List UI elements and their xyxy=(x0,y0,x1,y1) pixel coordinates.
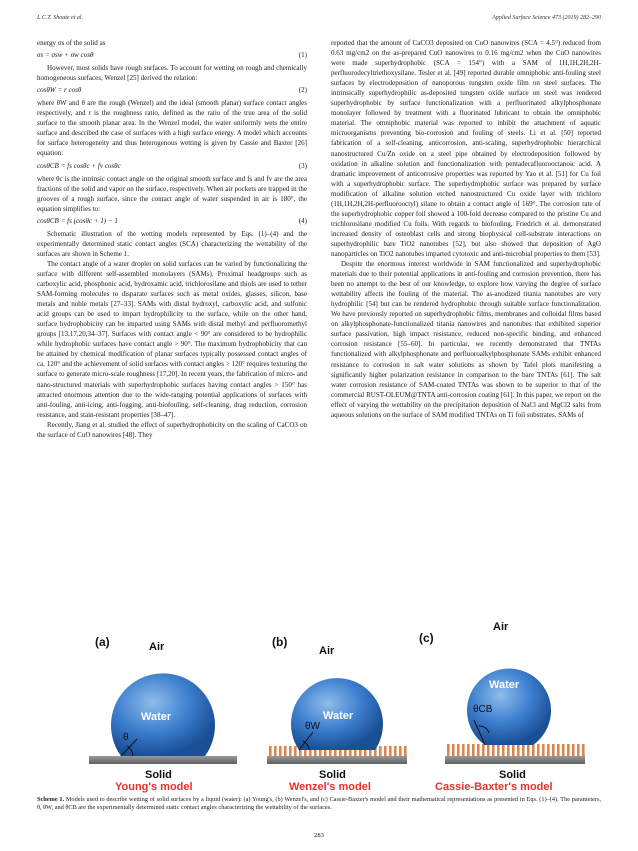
solid-surface xyxy=(445,756,585,764)
equation-1: σs = σsw + σw cosθ (1) xyxy=(37,51,307,60)
surface-pillar xyxy=(477,744,480,756)
surface-pillar xyxy=(562,744,565,756)
surface-pillar xyxy=(289,746,292,756)
paragraph: Schematic illustration of the wetting models represented by Eqs. (1)–(4) and the experimentally determined static contact angles (SCA) characterizing the wettability of the surfaces are shown in Scheme 1. xyxy=(37,229,307,258)
scheme-1-figure xyxy=(37,608,601,793)
contact-angle-label: θ xyxy=(123,732,129,743)
surface-pillar xyxy=(399,746,402,756)
solid-label: Solid xyxy=(499,769,526,781)
surface-pillar xyxy=(577,744,580,756)
surface-pillar xyxy=(552,744,555,756)
caption-text: Models used to describe wetting of solid surfaces by a liquid (water): (a) Young's, (b) Wenzel's, and (c) Cassie-Baxter's model and their mathematical representations as presented in Eqs. (1)–(4). The parameters, θ, θW, and θCB are the experimentally determined static contact angles characterizing the wettability of the surfaces. xyxy=(37,796,602,812)
surface-pillar xyxy=(572,744,575,756)
surface-pillar xyxy=(532,744,535,756)
surface-pillar xyxy=(492,744,495,756)
surface-pillar xyxy=(542,744,545,756)
surface-pillar xyxy=(507,744,510,756)
surface-pillar xyxy=(512,744,515,756)
figure-caption xyxy=(37,796,601,813)
paragraph: Recently, Jiang et al. studied the effect of superhydrophobicity on the scaling of CaCO3 on the surface of CuO nanowires [48]. They xyxy=(37,420,307,439)
surface-pillar xyxy=(389,746,392,756)
equation-4: cosθCB = fs (cosθc + 1) − 1 (4) xyxy=(37,216,307,225)
surface-pillar xyxy=(502,744,505,756)
paragraph: The contact angle of a water droplet on solid surfaces can be varied by functionalizing the surface with different self-assembled monolayers (SAMs). Proximal headgroups such as carboxylic acid, phosphonic acid, hydroxamic acid, trichlorosilane and thiols are used to tether SAM-forming molecules to disparate surfaces such as metal oxides, glasses, silicon, base metals and noble metals [27–33]. SAMs with distal hydroxyl, carboxylic acid, and sulfonic acid groups can be used to impart hydrophilicity to the surface, while on the other hand, surface hydrophobicity can be imparted using SAMs with distal methyl and perfluoromethyl groups [13,17,20,34–37]. Surfaces with contact angle < 90° are considered to be hydrophilic while hydrophobic surfaces have contact angle > 90°. The maximum hydrophobicity that can be attained by chemical modification of planar surfaces typically possessed contact angles of ca. 120° and the achievement of solid surfaces with contact angles > 120° requires texturing the surface to generate micro-scale roughness [17,20]. In recent years, the fabrication of micro- and nano-structured materials with superhydrophobic surfaces having contact angles > 150° has attracted enormous attention due to the wide-ranging potential applications of surfaces with anti-fouling, anti-icing, anti-fogging, anti-biofouling, self-cleaning, drag reduction, corrosion resistance, and stain-resistant properties [38–47]. xyxy=(37,259,308,419)
left-text-column xyxy=(37,38,307,440)
surface-pillars xyxy=(447,744,585,756)
surface-pillar xyxy=(557,744,560,756)
air-label: Air xyxy=(319,645,335,657)
model-name: Young's model xyxy=(115,781,193,793)
surface-pillar xyxy=(384,746,387,756)
caption-label: Scheme 1. xyxy=(37,796,65,803)
surface-pillar xyxy=(517,744,520,756)
surface-pillar xyxy=(527,744,530,756)
surface-pillar xyxy=(457,744,460,756)
paragraph: However, most solids have rough surfaces. To account for wetting on rough and chemically homogeneous surfaces, Wenzel [25] derived the relation: xyxy=(37,64,307,83)
panel-tag: (b) xyxy=(272,635,288,649)
wetting-models-diagram xyxy=(37,608,601,793)
model-name: Wenzel's model xyxy=(289,781,371,793)
surface-pillar xyxy=(497,744,500,756)
surface-pillar xyxy=(467,744,470,756)
surface-pillar xyxy=(279,746,282,756)
surface-pillar xyxy=(537,744,540,756)
panel-young xyxy=(89,635,237,793)
equation-3: cosθCB = fs cosθc + fv cosθc (3) xyxy=(37,161,307,170)
water-label: Water xyxy=(141,711,172,723)
panel-cassie-baxter xyxy=(419,621,585,793)
contact-angle-label: θW xyxy=(305,721,320,732)
air-label: Air xyxy=(149,641,165,653)
paragraph: reported that the amount of CaCO3 deposited on CuO nanowires (SCA = 4.5°) reduced from 0.63 mg/cm2 on the as-prepared CuO nanowires to 0.16 mg/cm2 when the CuO nanowires were made superhydrophobic (SCA = 154°) with a SAM of 1H,1H,2H,2H-perfluorodecyltriethoxysilane. Tesler et al. [49] reported durable omniphobic anti-fouling steel surfaces by electrodeposition of nanoporous tungsten oxide film on steel surfaces. The intrinsically superhydrophilic as-deposited tungsten oxide surface on steel was rendered superhydrophobic by surface functionalization with a perfluorinated alkylphosphonate monolayer followed by treatment with a fluorinated lubricant to obtain the omniphobic material. The omniphobic material was reported to inhibit the attachment of aquatic microorganisms preventing bio-corrosion and fouling of steels. Li et al. [50] reported fabrication of a self-cleaning, anticorrosion, anti-scaling, superhydrophobic hierarchical nanostructured Cu/Zn oxide on a steel pipe obtained by electrodeposition followed by oxidation in alkaline solution and functionalization with pentadecafluorooctanoic acid. A dramatic improvement of anticorrosive properties was reported by Yao et al. [51] for Cu foil with a superhydrophobic surface. The superhydrophobic surface was prepared by surface modification of alkaline solution etched nanostructured Cu oxide layer with trichloro (1H,1H,2H,2H-perfluorooctyl) silane to obtain a contact angle of 169°. The corrosion rate of the superhydrophobic copper foil showed a 100-fold decrease compared to the pristine Cu and trichlorosilane modified Cu foils. With regards to biofouling, Friedrich et al. demonstrated increased density of osteoblast cells and strong biophysical cell-substrate interactions on superhydrophilic bare TiO2 nanotubes [52], but also showed that deposition of AgO nanoparticles on TiO2 nanotubes imparted cytotoxic and anti-microbial properties to them [53]. xyxy=(331,39,601,258)
solid-label: Solid xyxy=(145,769,172,781)
surface-pillar xyxy=(294,746,297,756)
surface-pillar xyxy=(567,744,570,756)
solid-label: Solid xyxy=(319,769,346,781)
model-name: Cassie-Baxter's model xyxy=(435,781,553,793)
paragraph: Despite the enormous interest worldwide in SAM functionalized and superhydrophobic materials due to their potential applications in anti-fouling and corrosion prevention, there has been no attempt to the best of our knowledge, to explore how varying the degree of surface wettability affects the fouling of the material. The as-anodized titania nanotubes are very hydrophilic [54] but can be rendered hydrophobic through suitable surface functionalization. We have previously reported on superhydrophobic films, membranes and colloidal films based on alkylphosphonate-functionalized titania nanowires and nanotubes that exhibited superior surface passivation, high impact resistance, reduced non-specific binding, and enhanced corrosion resistance [55–60]. In particular, we recently demonstrated that TNTAs functionalized with alkylphosphonate and perfluoroalkylphosphonate SAMs exhibit enhanced resistance to corrosion in salt water solutions as shown by Tafel plots manifesting a significantly higher polarization resistance in comparison to the bare TNTAs [61]. The salt water corrosion resistance of SAM-coated TNTAs was shown to be superior to that of the commercial RUST-OLEUM@TNTA anti-corrosion coating [61]. In this paper, we report on the effect of varying the wettability on the precipitation deposition of NaCl and MgCl2 salts from aqueous solutions on the surface of SAM modified TNTAs on Ti foil substrates. SAMs of xyxy=(331,260,601,419)
solid-surface xyxy=(267,756,407,764)
surface-pillar xyxy=(472,744,475,756)
surface-pillar xyxy=(462,744,465,756)
right-text-column xyxy=(331,38,601,420)
water-label: Water xyxy=(489,679,520,691)
paragraph: where θW and θ are the rough (Wenzel) and the ideal (smooth planar) surface contact angles respectively, and r is the roughness ratio, defined as the ratio of the true area of the solid surface to the smooth planar area. In the Wenzel model, the water uniformly wets the entire surface and described the case of surfaces with a high surface energy. A model which accounts for surface heterogeneity and thus heterogenous wetting is given by Cassie and Baxter [26] equation: xyxy=(37,99,307,158)
page-number: 283 xyxy=(314,832,324,839)
surface-pillar xyxy=(452,744,455,756)
surface-pillar xyxy=(522,744,525,756)
surface-pillar xyxy=(482,744,485,756)
surface-pillar xyxy=(394,746,397,756)
contact-angle-label: θCB xyxy=(473,704,493,715)
running-header-journal: Applied Surface Science 473 (2019) 282–290 xyxy=(492,15,601,21)
surface-pillar xyxy=(582,744,585,756)
air-label: Air xyxy=(493,621,509,633)
equation-2: cosθW = r cosθ (2) xyxy=(37,86,307,95)
running-header-authors: L.C.T. Shoute et al. xyxy=(37,15,84,21)
surface-pillar xyxy=(404,746,407,756)
solid-surface xyxy=(89,756,237,764)
surface-pillar xyxy=(284,746,287,756)
surface-pillar xyxy=(447,744,450,756)
paragraph: where θc is the intrinsic contact angle on the original smooth surface and fs and fv are the area fractions of the solid and vapor on the surface, respectively. When air pockets are trapped in the grooves of a rough surface, since the contact angle of water suspended in air is 180°, the equation simplifies to: xyxy=(37,174,307,213)
paragraph: energy σs of the solid as xyxy=(37,39,106,47)
panel-tag: (a) xyxy=(95,635,110,649)
panel-wenzel xyxy=(267,635,407,793)
surface-pillar xyxy=(487,744,490,756)
panel-tag: (c) xyxy=(419,631,434,645)
surface-pillar xyxy=(274,746,277,756)
surface-pillar xyxy=(547,744,550,756)
water-label: Water xyxy=(323,710,354,722)
surface-pillar xyxy=(379,746,382,756)
surface-pillar xyxy=(269,746,272,756)
